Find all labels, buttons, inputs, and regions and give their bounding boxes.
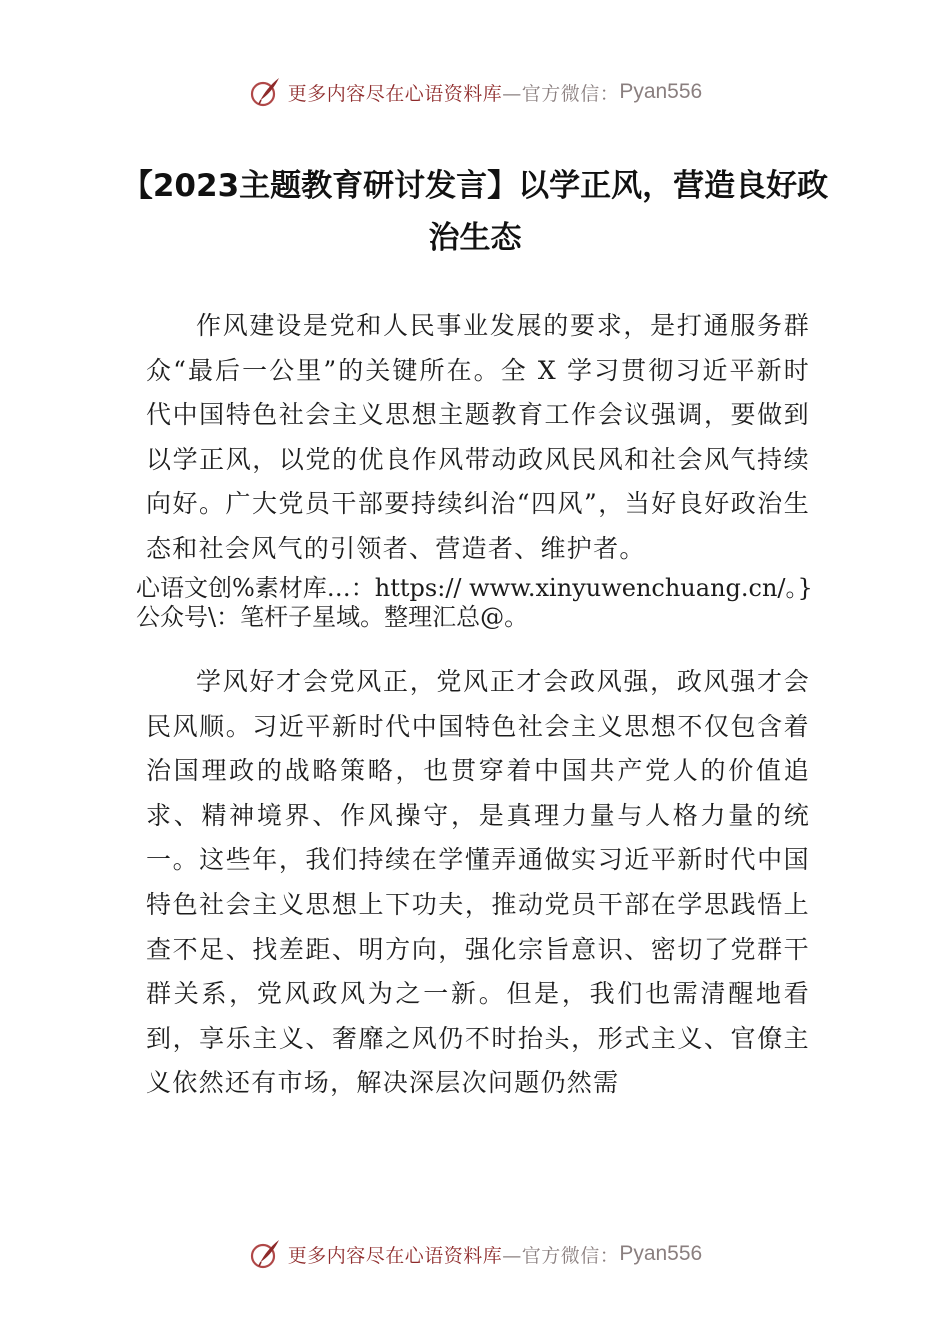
document-title: 【2023主题教育研讨发言】以学正风，营造良好政治生态 [121, 168, 829, 256]
footer-banner [0, 1234, 950, 1274]
quill-pen-logo-icon [248, 1237, 282, 1271]
banner-text-main: 更多内容尽在心语资料库 [287, 1244, 503, 1267]
quill-pen-logo-icon [248, 75, 282, 109]
banner-text-main: 更多内容尽在心语资料库 [287, 82, 503, 105]
header-banner [0, 72, 950, 112]
banner-text-sub: —官方微信： [502, 1244, 620, 1267]
paragraph-1: 作风建设是党和人民事业发展的要求，是打通服务群众“最后一公里”的关键所在。全 X 学习贯彻习近平新时代中国特色社会主义思想主题教育工作会议强调，要做到以学正风，以党的优良作风带动政风民风和社会风气持续向好。广大党员干部要持续纠治“四风”，当好良好政治生态和社会风气的引领者、营造者、维护者。 [146, 311, 810, 563]
banner-wechat-id: Pyan556 [619, 80, 703, 103]
paragraph-2: 学风好才会党风正，党风正才会政风强，政风强才会民风顺。习近平新时代中国特色社会主义思想不仅包含着治国理政的战略策略，也贯穿着中国共产党人的价值追求、精神境界、作风操守，是真理力量与人格力量的统一。这些年，我们持续在学懂弄通做实习近平新时代中国特色社会主义思想上下功夫，推动党员干部在学思践悟上查不足、找差距、明方向，强化宗旨意识、密切了党群干群关系，党风政风为之一新。但是，我们也需清醒地看到，享乐主义、奢靡之风仍不时抬头，形式主义、官僚主义依然还有市场，解决深层次问题仍然需 [146, 667, 810, 1098]
source-note: 心语文创%素材库…：https:// www.xinyuwenchuang.cn/。}公众号\：笔杆子星域。整理汇总@。 [136, 574, 813, 631]
banner-wechat-id: Pyan556 [619, 1242, 703, 1265]
banner-text-sub: —官方微信： [502, 82, 620, 105]
